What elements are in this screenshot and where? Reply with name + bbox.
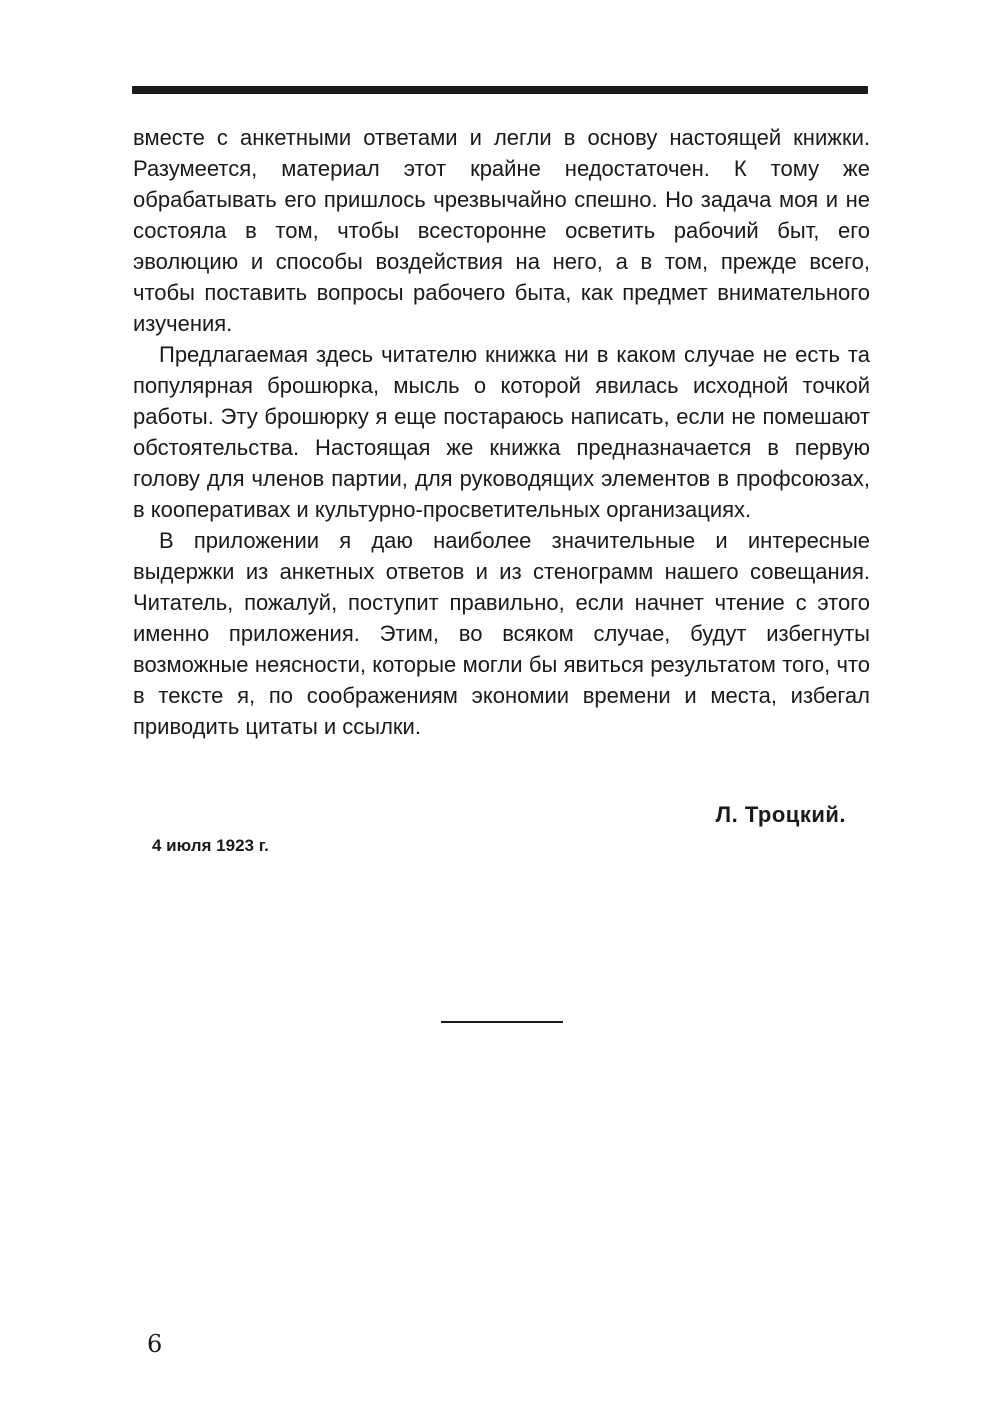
bottom-rule	[441, 1021, 563, 1023]
author-signature: Л. Троцкий.	[715, 802, 846, 827]
paragraph-appendix-note: В приложении я даю наиболее значительные и интересные выдержки из анкетных ответов и из стенограмм нашего совещания. Читатель, пожалуй, поступит правильно, если начнет чтение с этого именно приложения. Этим, во всяком случае, будут избегнуты возможные неясности, которые могли бы явиться результатом того, что в тексте я, по соображениям экономии времени и места, избегал приводить цитаты и ссылки.	[133, 528, 870, 739]
body-text	[133, 122, 870, 742]
page-number: 6	[147, 1330, 163, 1358]
date-line: 4 июля 1923 г.	[152, 836, 269, 855]
paragraph-book-purpose: Предлагаемая здесь читателю книжка ни в каком случае не есть та популярная брошюрка, мысль о которой явилась исходной точкой работы. Эту брошюрку я еще постараюсь написать, если не помешают обстоятельства. Настоящая же книжка предназначается в первую голову для членов партии, для руководящих элементов в профсоюзах, в кооперативах и культурно-просветительных организациях.	[133, 342, 870, 522]
top-rule	[132, 86, 868, 94]
paragraph-continuation: вместе с анкетными ответами и легли в основу настоящей книжки. Разумеется, материал этот крайне недостаточен. К тому же обрабатывать его пришлось чрезвычайно спешно. Но задача моя и не состояла в том, чтобы всесторонне осветить рабочий быт, его эволюцию и способы воздействия на него, а в том, прежде всего, чтобы поставить вопросы рабочего быта, как предмет внимательного изучения.	[133, 125, 870, 336]
